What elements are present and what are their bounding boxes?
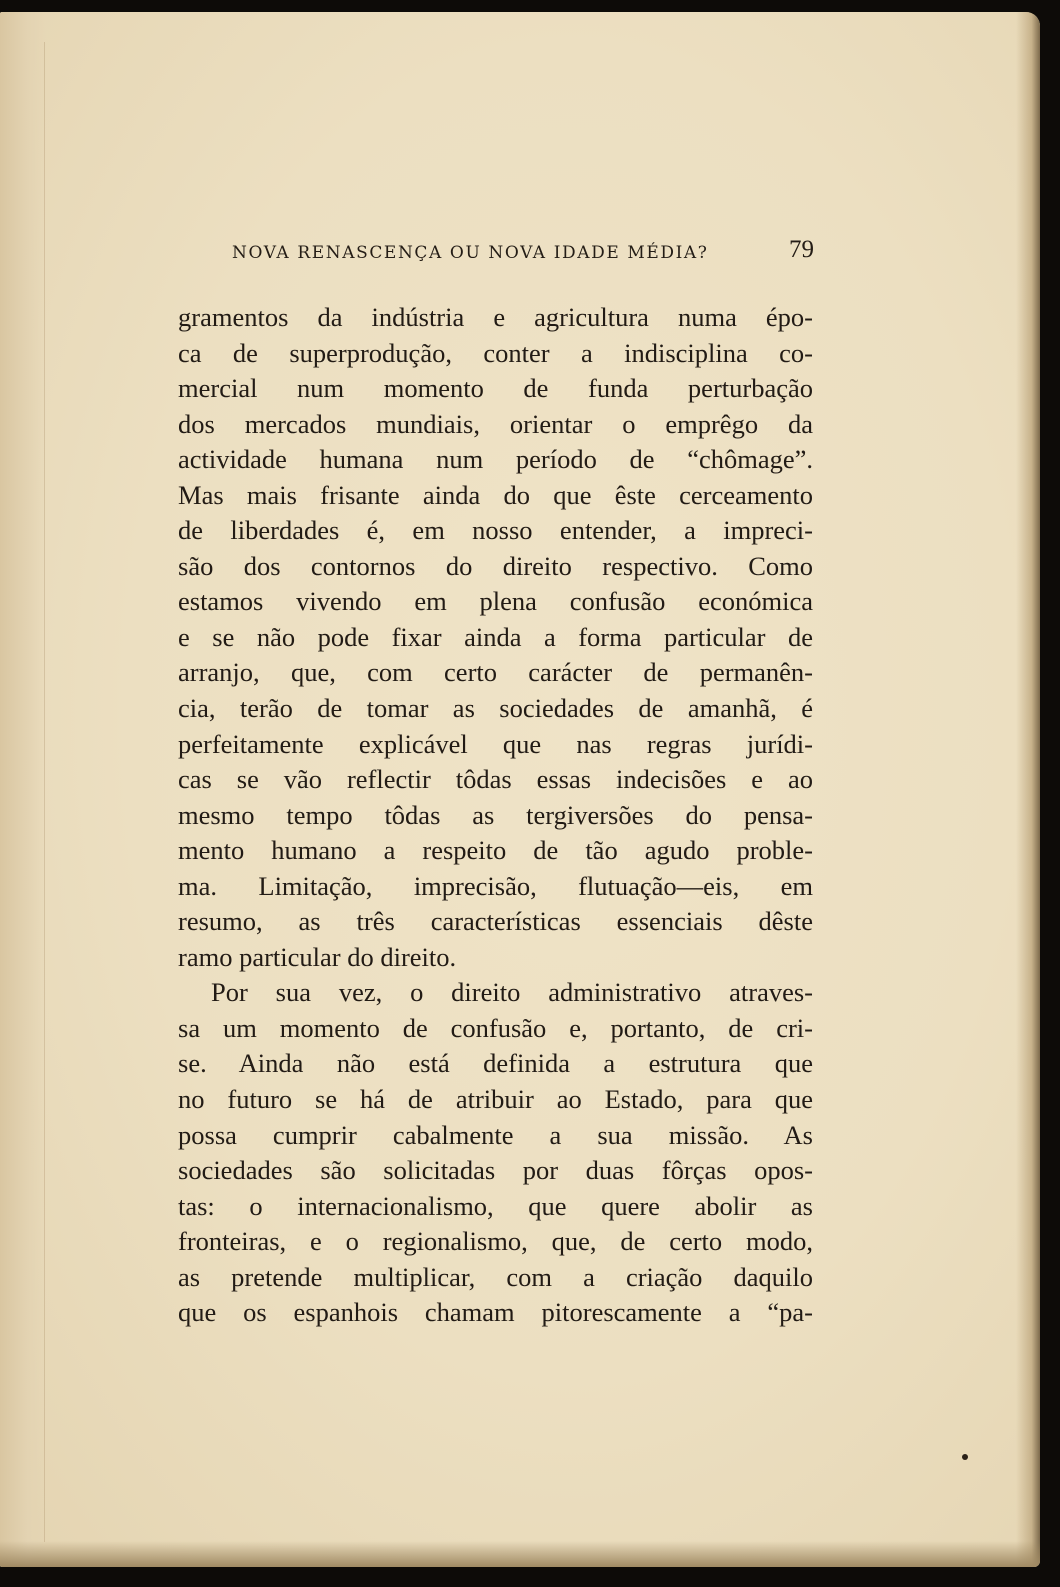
text-line: tas: o internacionalismo, que quere abolir as (178, 1190, 813, 1221)
text-line: são dos contornos do direito respectivo. Como (178, 550, 813, 581)
text-line: gramentos da indústria e agricultura numa épo- (178, 302, 813, 332)
text-line: estamos vivendo em plena confusão económica (178, 586, 813, 617)
text-line: que os espanhois chamam pitorescamente a “pa- (178, 1297, 813, 1328)
page-bottom-shadow (0, 1541, 1040, 1567)
ink-speck (962, 1454, 968, 1460)
text-line: actividade humana num período de “chômage”. (178, 444, 813, 475)
text-line: cas se vão reflectir tôdas essas indecisões e ao (178, 764, 813, 795)
text-line: Mas mais frisante ainda do que êste cerceamento (178, 479, 813, 510)
text-line: perfeitamente explicável que nas regras jurídi- (178, 728, 813, 759)
text-line: de liberdades é, em nosso entender, a impreci- (178, 515, 813, 546)
page-fold-line (44, 42, 45, 1542)
text-line: no futuro se há de atribuir ao Estado, para que (178, 1084, 813, 1115)
text-line: mesmo tempo tôdas as tergiversões do pensa- (178, 799, 813, 830)
body-text (178, 300, 813, 1331)
text-line: ramo particular do direito. (178, 941, 457, 972)
text-line: sa um momento de confusão e, portanto, de cri- (178, 1012, 813, 1043)
page-edge-shadow (1016, 12, 1040, 1567)
text-line: ca de superprodução, conter a indisciplina co- (178, 337, 813, 368)
running-header (232, 236, 822, 266)
text-line: as pretende multiplicar, com a criação daquilo (178, 1261, 813, 1292)
text-line: se. Ainda não está definida a estrutura que (178, 1048, 813, 1079)
text-line: ma. Limitação, imprecisão, flutuação—eis, em (178, 870, 813, 901)
text-line: arranjo, que, com certo carácter de permanên- (178, 657, 813, 688)
book-page (0, 12, 1040, 1567)
text-line: fronteiras, e o regionalismo, que, de certo modo, (178, 1226, 813, 1257)
text-line: mercial num momento de funda perturbação (178, 373, 813, 404)
text-line: possa cumprir cabalmente a sua missão. As (178, 1119, 813, 1150)
page-gutter-shadow (0, 12, 46, 1567)
text-line: mento humano a respeito de tão agudo proble- (178, 835, 813, 866)
text-line: sociedades são solicitadas por duas fôrças opos- (178, 1155, 813, 1186)
text-line: resumo, as três características essenciais dêste (178, 906, 813, 937)
running-title: NOVA RENASCENÇA OU NOVA IDADE MÉDIA? (232, 243, 709, 263)
text-line: cia, terão de tomar as sociedades de amanhã, é (178, 693, 813, 724)
text-line: dos mercados mundiais, orientar o emprêgo da (178, 408, 813, 439)
page-number: 79 (789, 236, 814, 263)
text-line: e se não pode fixar ainda a forma particular de (178, 621, 813, 652)
text-line: Por sua vez, o direito administrativo atraves- (211, 977, 813, 1008)
